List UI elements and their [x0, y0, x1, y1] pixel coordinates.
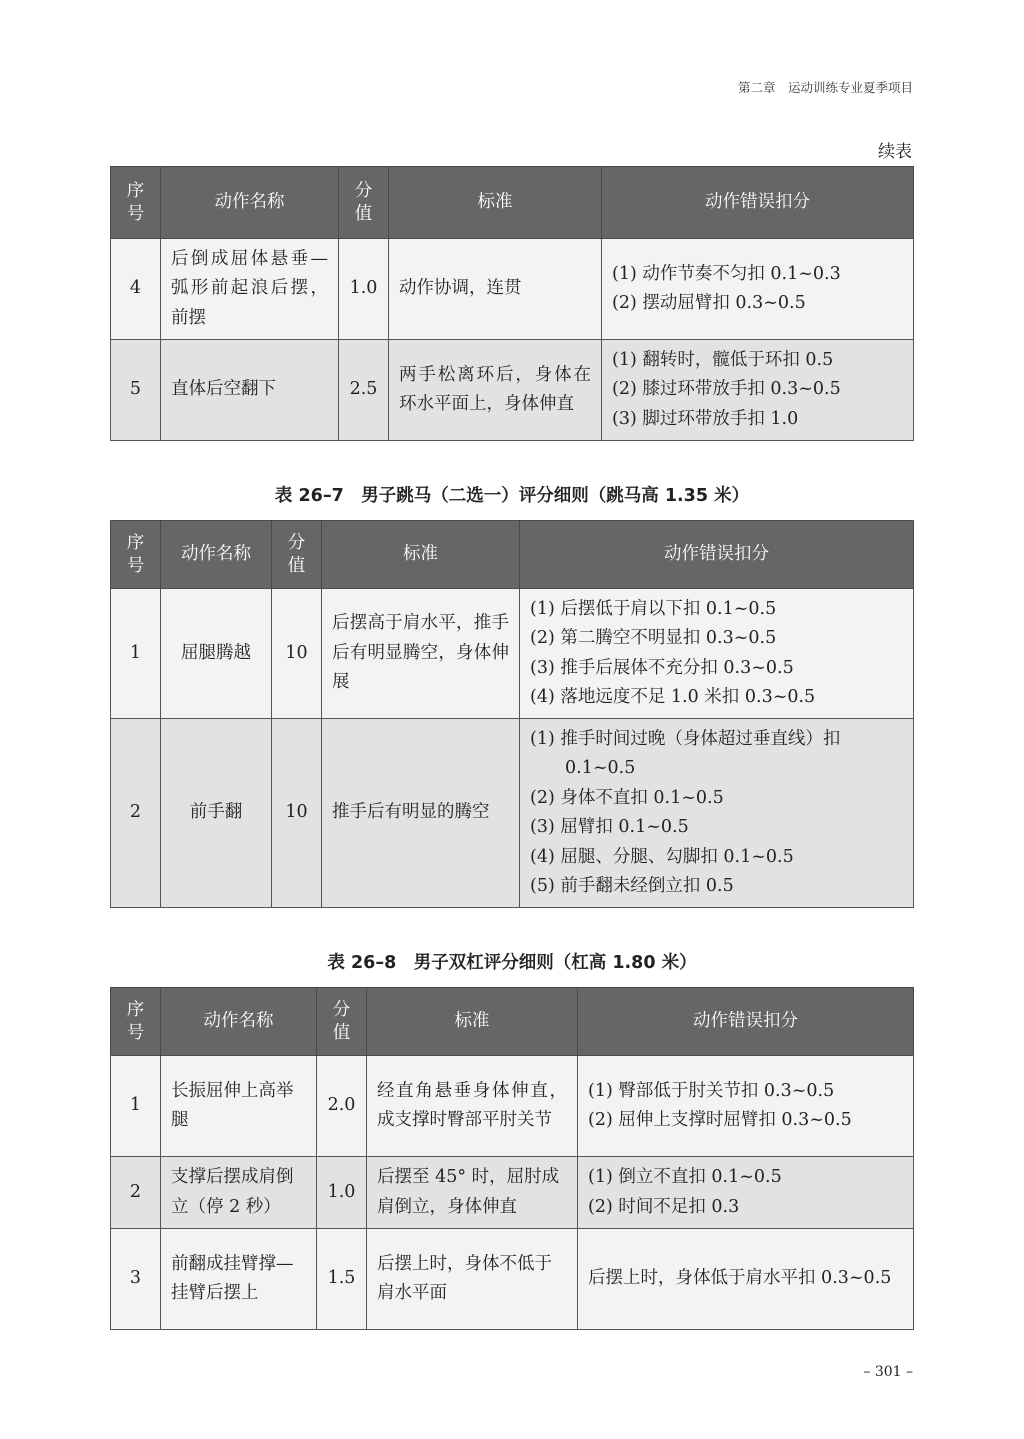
row-score: 2.5	[339, 340, 389, 441]
deduction-item: (3) 脚过环带放手扣 1.0	[612, 408, 799, 429]
deduction-item: (2) 时间不足扣 0.3	[588, 1196, 740, 1217]
deduction-item-continued: 0.1~0.5	[565, 758, 636, 778]
row-index: 1	[111, 1056, 161, 1157]
deduction-item: (1) 翻转时，髋低于环扣 0.5	[612, 349, 834, 370]
row-name: 前手翻	[161, 719, 272, 908]
row-index: 2	[111, 719, 161, 908]
header-standard: 标准	[389, 167, 602, 239]
header-score: 分值	[272, 521, 322, 589]
row-deductions	[578, 1157, 914, 1229]
row-deductions	[602, 340, 914, 441]
header-standard: 标准	[322, 521, 520, 589]
header-score: 分值	[317, 988, 367, 1056]
header-score: 分值	[339, 167, 389, 239]
table-continued	[110, 166, 914, 441]
running-header: 第二章 运动训练专业夏季项目	[737, 80, 913, 95]
deduction-item: (3) 推手后展体不充分扣 0.3~0.5	[530, 657, 794, 678]
deduction-item: (2) 膝过环带放手扣 0.3~0.5	[612, 379, 841, 400]
row-name: 前翻成挂臂撑—挂臂后摆上	[161, 1229, 317, 1330]
row-standard: 后摆至 45° 时，屈肘成肩倒立，身体伸直	[367, 1157, 578, 1229]
header-name: 动作名称	[161, 988, 317, 1056]
header-name: 动作名称	[161, 521, 272, 589]
page-number: – 301 –	[863, 1364, 913, 1380]
deduction-item: (4) 屈腿、分腿、勾脚扣 0.1~0.5	[530, 846, 794, 867]
table-row	[111, 340, 914, 441]
row-name: 支撑后摆成肩倒立（停 2 秒）	[161, 1157, 317, 1229]
table-caption-26-7: 表 26–7 男子跳马（二选一）评分细则（跳马高 1.35 米）	[274, 486, 750, 506]
row-score: 1.0	[317, 1157, 367, 1229]
deduction-item: (2) 屈伸上支撑时屈臂扣 0.3~0.5	[588, 1110, 852, 1130]
table-row	[111, 1157, 914, 1229]
deduction-item: (1) 倒立不直扣 0.1~0.5	[588, 1167, 782, 1187]
row-standard: 后摆高于肩水平，推手后有明显腾空，身体伸展	[322, 589, 520, 719]
table-header-row	[111, 521, 914, 589]
table-caption-26-8: 表 26–8 男子双杠评分细则（杠高 1.80 米）	[327, 953, 697, 973]
table-row	[111, 589, 914, 719]
table-row	[111, 719, 914, 908]
row-standard: 经直角悬垂身体伸直，成支撑时臀部平肘关节	[367, 1056, 578, 1157]
table-26-7	[110, 520, 914, 908]
row-score: 1.5	[317, 1229, 367, 1330]
deduction-item: (1) 臀部低于肘关节扣 0.3~0.5	[588, 1080, 835, 1101]
row-deductions	[520, 719, 914, 908]
row-name: 长振屈伸上高举腿	[161, 1056, 317, 1157]
row-score: 2.0	[317, 1056, 367, 1157]
row-name: 直体后空翻下	[161, 340, 339, 441]
row-deductions	[520, 589, 914, 719]
row-score: 10	[272, 719, 322, 908]
row-deductions	[602, 239, 914, 340]
deduction-item: (1) 动作节奏不匀扣 0.1~0.3	[612, 263, 841, 284]
deduction-item: (2) 第二腾空不明显扣 0.3~0.5	[530, 628, 777, 648]
row-deductions: 后摆上时，身体低于肩水平扣 0.3~0.5	[578, 1229, 914, 1330]
row-index: 4	[111, 239, 161, 340]
row-deductions	[578, 1056, 914, 1157]
header-index: 序号	[111, 167, 161, 239]
row-name: 后倒成屈体悬垂—弧形前起浪后摆，前摆	[161, 239, 339, 340]
row-name: 屈腿腾越	[161, 589, 272, 719]
deduction-item: (5) 前手翻未经倒立扣 0.5	[530, 876, 734, 896]
deduction-item: (1) 推手时间过晚（身体超过垂直线）扣	[530, 728, 841, 749]
deduction-item: (2) 身体不直扣 0.1~0.5	[530, 787, 724, 808]
continued-label: 续表	[878, 142, 912, 162]
header-index: 序号	[111, 988, 161, 1056]
row-standard: 两手松离环后，身体在环水平面上，身体伸直	[389, 340, 602, 441]
deduction-item: (4) 落地远度不足 1.0 米扣 0.3~0.5	[530, 687, 816, 707]
row-standard: 动作协调，连贯	[389, 239, 602, 340]
header-name: 动作名称	[161, 167, 339, 239]
deduction-item: (3) 屈臂扣 0.1~0.5	[530, 817, 689, 837]
table-header-row	[111, 988, 914, 1056]
table-row	[111, 239, 914, 340]
header-deduction: 动作错误扣分	[520, 521, 914, 589]
header-index: 序号	[111, 521, 161, 589]
table-row	[111, 1229, 914, 1330]
row-score: 1.0	[339, 239, 389, 340]
row-index: 1	[111, 589, 161, 719]
row-index: 3	[111, 1229, 161, 1330]
header-standard: 标准	[367, 988, 578, 1056]
row-score: 10	[272, 589, 322, 719]
deduction-item: (1) 后摆低于肩以下扣 0.1~0.5	[530, 598, 777, 619]
deduction-item: (2) 摆动屈臂扣 0.3~0.5	[612, 293, 806, 313]
row-standard: 推手后有明显的腾空	[322, 719, 520, 908]
table-row	[111, 1056, 914, 1157]
table-26-8	[110, 987, 914, 1330]
header-deduction: 动作错误扣分	[602, 167, 914, 239]
row-index: 2	[111, 1157, 161, 1229]
header-deduction: 动作错误扣分	[578, 988, 914, 1056]
table-header-row	[111, 167, 914, 239]
row-index: 5	[111, 340, 161, 441]
row-standard: 后摆上时，身体不低于肩水平面	[367, 1229, 578, 1330]
